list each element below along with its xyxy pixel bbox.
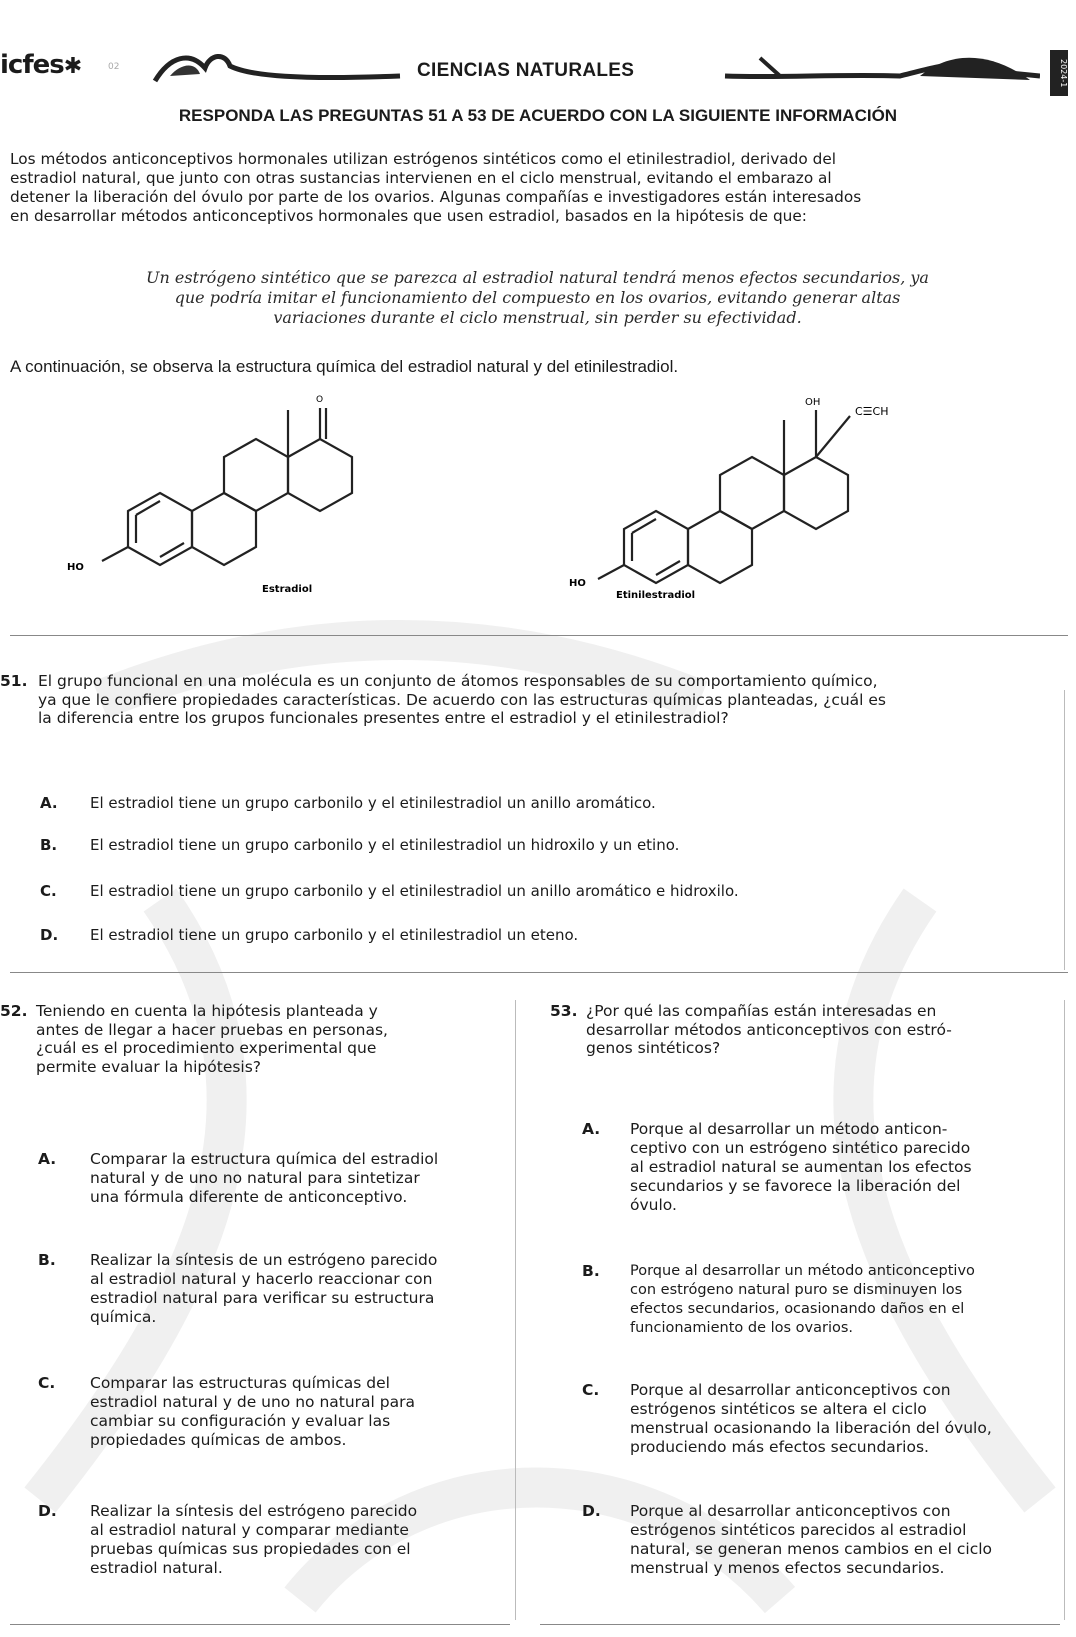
icfes-logo	[0, 50, 81, 80]
option-letter: A.	[582, 1120, 601, 1138]
etinilestradiol-structure	[598, 410, 850, 583]
option-line: cambiar su configuración y evaluar las	[90, 1412, 391, 1430]
option-line: óvulo.	[630, 1196, 677, 1214]
option-line: estradiol natural y de uno no natural para	[90, 1393, 415, 1411]
q53-option-a[interactable]	[582, 1120, 1062, 1220]
option-line: Realizar la síntesis de un estrógeno parecido	[90, 1251, 438, 1269]
intro-line: en desarrollar métodos anticonceptivos hormonales que usen estradiol, basados en la hipótesis de que:	[10, 207, 807, 225]
option-line: produciendo más efectos secundarios.	[630, 1438, 929, 1456]
option-line: al estradiol natural se aumentan los efectos	[630, 1158, 972, 1176]
option-letter: B.	[582, 1262, 600, 1280]
hypothesis-line: que podría imitar el funcionamiento del compuesto en los ovarios, evitando generar altas	[174, 288, 901, 307]
option-line: estrógenos sintéticos se altera el ciclo	[630, 1400, 927, 1418]
stem-line: El grupo funcional en una molécula es un conjunto de átomos responsables de su comportamiento químico,	[38, 672, 878, 690]
option-letter: C.	[38, 1374, 56, 1392]
stem-line: Teniendo en cuenta la hipótesis planteada y	[36, 1002, 378, 1020]
option-text	[90, 1251, 490, 1327]
question-51	[0, 672, 1068, 728]
hypothesis-line: Un estrógeno sintético que se parezca al estradiol natural tendrá menos efectos secundarios, ya	[146, 268, 929, 287]
estradiol-ho-label: HO	[67, 562, 84, 573]
option-text	[630, 1502, 1052, 1578]
option-line: natural, se generan menos cambios en el ciclo	[630, 1540, 993, 1558]
question-52	[0, 1002, 500, 1076]
option-letter: A.	[38, 1150, 57, 1168]
intro-line: detener la liberación del óvulo por parte de los ovarios. Algunas compañías e investigadores están interesados	[10, 188, 862, 206]
option-text: El estradiol tiene un grupo carbonilo y el etinilestradiol un anillo aromático e hidroxilo.	[90, 882, 739, 900]
stem-line: permite evaluar la hipótesis?	[36, 1057, 262, 1076]
option-text	[630, 1120, 1052, 1215]
option-line: propiedades químicas de ambos.	[90, 1431, 347, 1449]
option-text	[90, 1502, 490, 1578]
box-border	[1064, 690, 1065, 970]
estradiol-structure	[102, 408, 352, 565]
intro-line: Los métodos anticonceptivos hormonales utilizan estrógenos sintéticos como el etinilestradiol, derivado del	[10, 150, 836, 168]
stem-line: genos sintéticos?	[586, 1039, 721, 1057]
divider	[10, 1624, 510, 1625]
option-letter: D.	[38, 1502, 57, 1520]
option-letter: D.	[582, 1502, 601, 1520]
option-line: Porque al desarrollar anticonceptivos con	[630, 1381, 951, 1399]
option-line: química.	[90, 1308, 157, 1326]
q52-option-b[interactable]	[38, 1251, 498, 1341]
option-line: con estrógeno natural puro se disminuyen los	[630, 1282, 963, 1298]
column-divider	[515, 1000, 516, 1620]
option-text: El estradiol tiene un grupo carbonilo y el etinilestradiol un eteno.	[90, 926, 579, 944]
option-line: menstrual ocasionando la liberación del óvulo,	[630, 1419, 992, 1437]
divider	[10, 972, 1068, 973]
option-text	[630, 1381, 1052, 1457]
wave-right-icon	[720, 46, 1040, 90]
option-text: El estradiol tiene un grupo carbonilo y el etinilestradiol un hidroxilo y un etino.	[90, 836, 680, 854]
stem-line: ya que le confiere propiedades características. De acuerdo con las estructuras químicas planteadas, ¿cuál es	[38, 690, 887, 709]
option-line: Comparar la estructura química del estradiol	[90, 1150, 439, 1168]
etinilestradiol-ho-label: HO	[569, 578, 586, 589]
q53-option-d[interactable]	[582, 1502, 1062, 1592]
hypothesis	[20, 268, 1055, 328]
question-51-stem	[0, 672, 1068, 728]
q53-option-b[interactable]	[582, 1262, 1062, 1352]
option-letter: B.	[40, 836, 58, 854]
logo-text: icfes	[0, 50, 64, 80]
intro-paragraph	[10, 150, 1065, 226]
stem-line: desarrollar métodos anticonceptivos con estró-	[586, 1020, 952, 1039]
option-line: menstrual y menos efectos secundarios.	[630, 1559, 945, 1577]
divider	[540, 1624, 1060, 1625]
option-text	[90, 1374, 490, 1450]
q52-option-d[interactable]	[38, 1502, 498, 1592]
area-title: CIENCIAS NATURALES	[417, 60, 635, 81]
star-icon: ✱	[63, 54, 82, 79]
wave-left-icon	[150, 46, 410, 86]
intro-line: estradiol natural, que junto con otras sustancias intervienen en el ciclo menstrual, evitando el embarazo al	[10, 169, 832, 187]
page-header	[0, 42, 1076, 102]
box-border	[1064, 1000, 1065, 1620]
molecule-structures	[0, 390, 1076, 630]
etinilestradiol-oh-label: OH	[805, 397, 821, 408]
option-line: funcionamiento de los ovarios.	[630, 1320, 854, 1336]
option-text: El estradiol tiene un grupo carbonilo y el etinilestradiol un anillo aromático.	[90, 794, 656, 812]
option-line: Comparar las estructuras químicas del	[90, 1374, 390, 1392]
option-line: Porque al desarrollar un método anticon-	[630, 1120, 948, 1138]
stem-line: ¿cuál es el procedimiento experimental que	[36, 1039, 377, 1057]
stem-line: ¿Por qué las compañías están interesadas en	[586, 1002, 937, 1020]
side-tag: 2024-1	[1050, 50, 1068, 96]
option-letter: A.	[40, 794, 58, 812]
option-line: ceptivo con un estrógeno sintético parecido	[630, 1139, 971, 1157]
option-line: una fórmula diferente de anticonceptivo.	[90, 1188, 408, 1206]
option-letter: B.	[38, 1251, 56, 1269]
estradiol-o-label: O	[316, 395, 324, 405]
option-line: al estradiol natural y hacerlo reaccionar con	[90, 1270, 433, 1288]
stem-line: la diferencia entre los grupos funcionales presentes entre el estradiol y el etinilestradiol?	[38, 709, 729, 727]
option-line: al estradiol natural y comparar mediante	[90, 1521, 409, 1539]
option-line: estradiol natural para verificar su estructura	[90, 1289, 435, 1307]
estradiol-name: Estradiol	[262, 584, 313, 595]
option-letter: D.	[40, 926, 59, 944]
option-letter: C.	[582, 1381, 600, 1399]
option-line: Porque al desarrollar un método anticonceptivo	[630, 1263, 975, 1279]
q53-option-c[interactable]	[582, 1381, 1062, 1471]
divider	[10, 635, 1068, 636]
option-line: natural y de uno no natural para sintetizar	[90, 1169, 420, 1187]
hypothesis-line: variaciones durante el ciclo menstrual, sin perder su efectividad.	[273, 308, 802, 327]
option-text	[90, 1150, 490, 1207]
option-line: pruebas químicas sus propiedades con el	[90, 1540, 411, 1558]
structure-intro: A continuación, se observa la estructura química del estradiol natural y del etinilestradiol.	[10, 357, 679, 376]
instruction-heading: RESPONDA LAS PREGUNTAS 51 A 53 DE ACUERDO CON LA SIGUIENTE INFORMACIÓN	[178, 106, 898, 125]
option-line: efectos secundarios, ocasionando daños en el	[630, 1301, 965, 1317]
page-number: 02	[108, 62, 120, 72]
question-number: 51.	[0, 672, 28, 690]
option-line: estradiol natural.	[90, 1559, 223, 1577]
option-letter: C.	[40, 882, 57, 900]
etinilestradiol-ethyne-label: C☰CH	[855, 405, 889, 418]
option-line: Porque al desarrollar anticonceptivos con	[630, 1502, 951, 1520]
option-line: estrógenos sintéticos parecidos al estradiol	[630, 1521, 967, 1539]
q52-option-c[interactable]	[38, 1374, 498, 1464]
option-line: secundarios y se favorece la liberación del	[630, 1177, 961, 1195]
question-53	[550, 1002, 1060, 1058]
q52-option-a[interactable]	[38, 1150, 498, 1230]
stem-line: antes de llegar a hacer pruebas en personas,	[36, 1020, 388, 1039]
option-text	[630, 1262, 1052, 1338]
option-line: Realizar la síntesis del estrógeno parecido	[90, 1502, 418, 1520]
question-number: 52.	[0, 1002, 28, 1020]
etinilestradiol-name: Etinilestradiol	[616, 590, 696, 601]
question-number: 53.	[550, 1002, 578, 1020]
